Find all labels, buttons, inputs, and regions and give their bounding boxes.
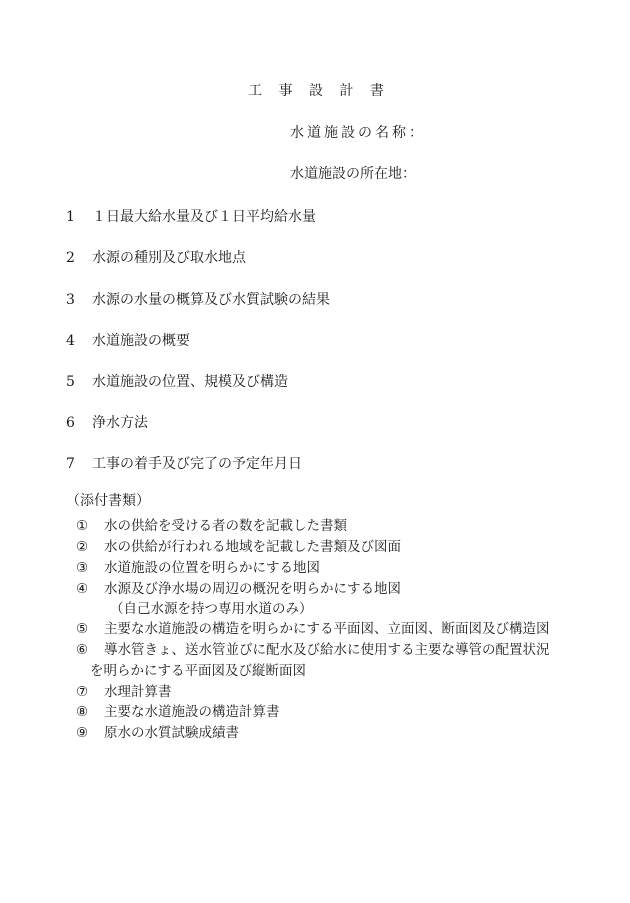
section-4 — [66, 330, 190, 350]
section-5 — [66, 371, 288, 391]
attachment-item-5 — [76, 617, 550, 637]
item-mark: ⑤ — [76, 621, 89, 637]
section-number: 3 — [66, 292, 75, 308]
item-text: 原水の水質試験成績書 — [104, 725, 239, 741]
item-mark: ⑥ — [76, 642, 89, 658]
item-mark: ⑧ — [76, 704, 89, 720]
attachment-item-7 — [76, 680, 172, 700]
attachments-heading: （添付書類） — [66, 493, 150, 509]
item-text: 水源及び浄水場の周辺の概況を明らかにする地図 — [104, 581, 401, 597]
section-text: 工事の着手及び完了の予定年月日 — [92, 456, 302, 472]
section-number: 4 — [66, 333, 75, 349]
item-text: 導水管きょ、送水管並びに配水及び給水に使用する主要な導管の配置状況 — [104, 642, 550, 658]
attachment-item-4-continuation: （自己水源を持つ専用水道のみ） — [110, 601, 313, 617]
item-mark: ⑦ — [76, 684, 89, 700]
section-number: 2 — [66, 250, 75, 266]
item-text: 主要な水道施設の構造計算書 — [104, 704, 280, 720]
attachment-item-8 — [76, 700, 280, 720]
section-1 — [66, 206, 316, 226]
item-text: 水理計算書 — [104, 684, 172, 700]
item-mark: ⑨ — [76, 725, 89, 741]
item-mark: ② — [76, 539, 89, 555]
section-number: 6 — [66, 415, 75, 431]
attachment-item-4 — [76, 577, 401, 597]
item-mark: ④ — [76, 581, 89, 597]
section-text: 水源の水量の概算及び水質試験の結果 — [92, 292, 330, 308]
section-text: 水道施設の概要 — [92, 333, 190, 349]
section-text: 水源の種別及び取水地点 — [92, 250, 246, 266]
attachment-item-1 — [76, 514, 347, 534]
attachment-item-6-continuation: を明らかにする平面図及び縦断面図 — [90, 663, 306, 679]
section-number: 1 — [66, 209, 75, 225]
attachment-item-9 — [76, 721, 239, 741]
document-title: 工 事 設 計 書 — [248, 83, 390, 99]
section-number: 7 — [66, 456, 75, 472]
item-text: 水の供給が行われる地域を記載した書類及び図面 — [104, 539, 401, 555]
section-3 — [66, 289, 330, 309]
facility-name-label: 水道施設の名称： — [290, 125, 426, 141]
attachment-item-6 — [76, 638, 550, 658]
item-text: 水道施設の位置を明らかにする地図 — [104, 560, 320, 576]
section-7 — [66, 453, 302, 473]
facility-location-label: 水道施設の所在地： — [290, 166, 416, 182]
section-2 — [66, 247, 246, 267]
item-mark: ① — [76, 518, 89, 534]
section-number: 5 — [66, 374, 75, 390]
section-text: １日最大給水量及び１日平均給水量 — [92, 209, 316, 225]
attachment-item-2 — [76, 535, 401, 555]
item-text: 水の供給を受ける者の数を記載した書類 — [104, 518, 347, 534]
section-text: 水道施設の位置、規模及び構造 — [92, 374, 288, 390]
section-6 — [66, 412, 148, 432]
attachment-item-3 — [76, 556, 320, 576]
item-mark: ③ — [76, 560, 89, 576]
item-text: 主要な水道施設の構造を明らかにする平面図、立面図、断面図及び構造図 — [104, 621, 550, 637]
section-text: 浄水方法 — [92, 415, 148, 431]
